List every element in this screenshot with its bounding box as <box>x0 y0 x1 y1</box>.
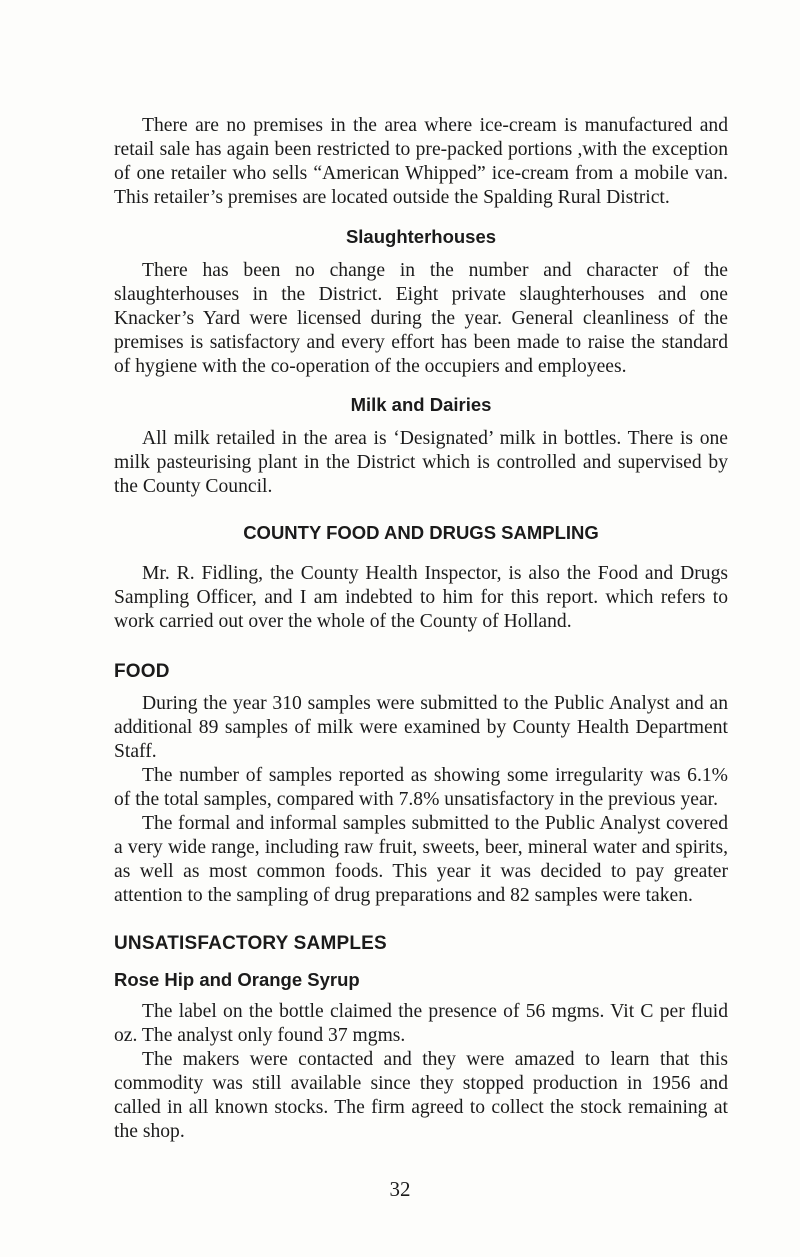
food-paragraph-1: During the year 310 samples were submitted to the Public Analyst and an additional 89 samples of milk were examined by County Health Department Staff. <box>114 693 728 762</box>
slaughterhouses-heading: Slaughterhouses <box>345 226 497 247</box>
rose-hip-paragraph-1: The label on the bottle claimed the presence of 56 mgms. Vit C per fluid oz. The analyst only found 37 mgms. <box>114 1001 728 1046</box>
page-number: 32 <box>389 1177 411 1201</box>
rose-hip-paragraph-2: The makers were contacted and they were amazed to learn that this commodity was still available since they stopped production in 1956 and called in all known stocks. The firm agreed to collect the stock remaining at the shop. <box>114 1049 728 1142</box>
document-body <box>114 114 728 1144</box>
food-paragraph-2: The number of samples reported as showing some irregularity was 6.1% of the total samples, compared with 7.8% unsatisfactory in the previous year. <box>114 765 728 810</box>
milk-dairies-paragraph: All milk retailed in the area is ‘Designated’ milk in bottles. There is one milk pasteurising plant in the District which is controlled and supervised by the County Council. <box>114 428 728 497</box>
rose-hip-subheading: Rose Hip and Orange Syrup <box>114 969 360 990</box>
food-heading: FOOD <box>114 661 170 682</box>
slaughterhouses-paragraph: There has been no change in the number and character of the slaughterhouses in the District. Eight private slaughterhouses and one Knacker’s Yard were licensed during the year. General cleanliness of the premises is satisfactory and every effort has been made to raise the standard of hygiene with the co-operation of the occupiers and employees. <box>114 260 728 377</box>
intro-paragraph: There are no premises in the area where ice-cream is manufactured and retail sale has again been restricted to pre-packed portions ,with the exception of one retailer who sells “American Whipped” ice-cream from a mobile van. This retailer’s premises are located outside the Spalding Rural District. <box>114 115 728 208</box>
county-sampling-heading: COUNTY FOOD AND DRUGS SAMPLING <box>243 522 599 543</box>
unsatisfactory-samples-heading: UNSATISFACTORY SAMPLES <box>114 933 387 954</box>
county-sampling-paragraph: Mr. R. Fidling, the County Health Inspector, is also the Food and Drugs Sampling Officer, and I am indebted to him for this report. which refers to work carried out over the whole of the County of Holland. <box>114 563 728 632</box>
milk-dairies-heading: Milk and Dairies <box>350 394 492 415</box>
food-paragraph-3: The formal and informal samples submitted to the Public Analyst covered a very wide range, including raw fruit, sweets, beer, mineral water and spirits, as well as most common foods. This year it was decided to pay greater attention to the sampling of drug preparations and 82 samples were taken. <box>114 813 728 906</box>
